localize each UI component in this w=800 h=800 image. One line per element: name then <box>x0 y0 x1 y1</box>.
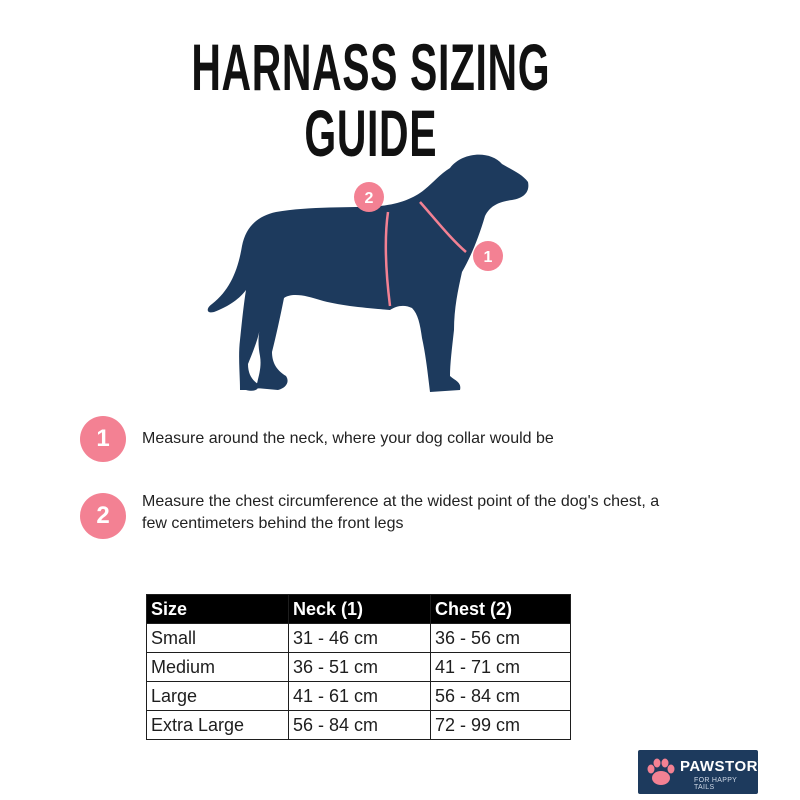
brand-logo <box>638 750 768 794</box>
size-cell: Large <box>147 682 289 711</box>
dog-measurement-diagram <box>200 140 540 410</box>
step-number-badge: 1 <box>80 416 126 462</box>
chest-cell: 41 - 71 cm <box>431 653 571 682</box>
neck-cell: 36 - 51 cm <box>289 653 431 682</box>
neck-marker <box>473 241 503 271</box>
chest-marker <box>354 182 384 212</box>
step-instruction: Measure the chest circumference at the widest point of the dog's chest, a few centimeters behind the front legs <box>142 493 660 532</box>
neck-cell: 41 - 61 cm <box>289 682 431 711</box>
step-chest <box>80 491 700 551</box>
table-row <box>147 711 571 740</box>
table-row <box>147 682 571 711</box>
chest-cell: 36 - 56 cm <box>431 624 571 653</box>
brand-name: PAWSTORY <box>680 758 768 775</box>
paw-icon <box>644 756 678 788</box>
table-header-row <box>147 595 571 624</box>
step-number-badge: 2 <box>80 493 126 539</box>
size-cell: Medium <box>147 653 289 682</box>
size-cell: Small <box>147 624 289 653</box>
brand-tagline: FOR HAPPY TAILS <box>694 777 738 791</box>
header-chest: Chest (2) <box>431 595 571 624</box>
table-row <box>147 653 571 682</box>
chest-marker-label: 2 <box>364 190 374 207</box>
step-instruction: Measure around the neck, where your dog collar would be <box>142 430 554 447</box>
table-row <box>147 624 571 653</box>
header-size: Size <box>147 595 289 624</box>
chest-cell: 56 - 84 cm <box>431 682 571 711</box>
neck-cell: 31 - 46 cm <box>289 624 431 653</box>
size-table <box>146 594 571 740</box>
header-neck: Neck (1) <box>289 595 431 624</box>
size-cell: Extra Large <box>147 711 289 740</box>
chest-cell: 72 - 99 cm <box>431 711 571 740</box>
neck-cell: 56 - 84 cm <box>289 711 431 740</box>
step-neck <box>80 416 700 476</box>
page-title: HARNASS SIZING GUIDE <box>191 30 551 170</box>
neck-marker-label: 1 <box>483 249 493 266</box>
